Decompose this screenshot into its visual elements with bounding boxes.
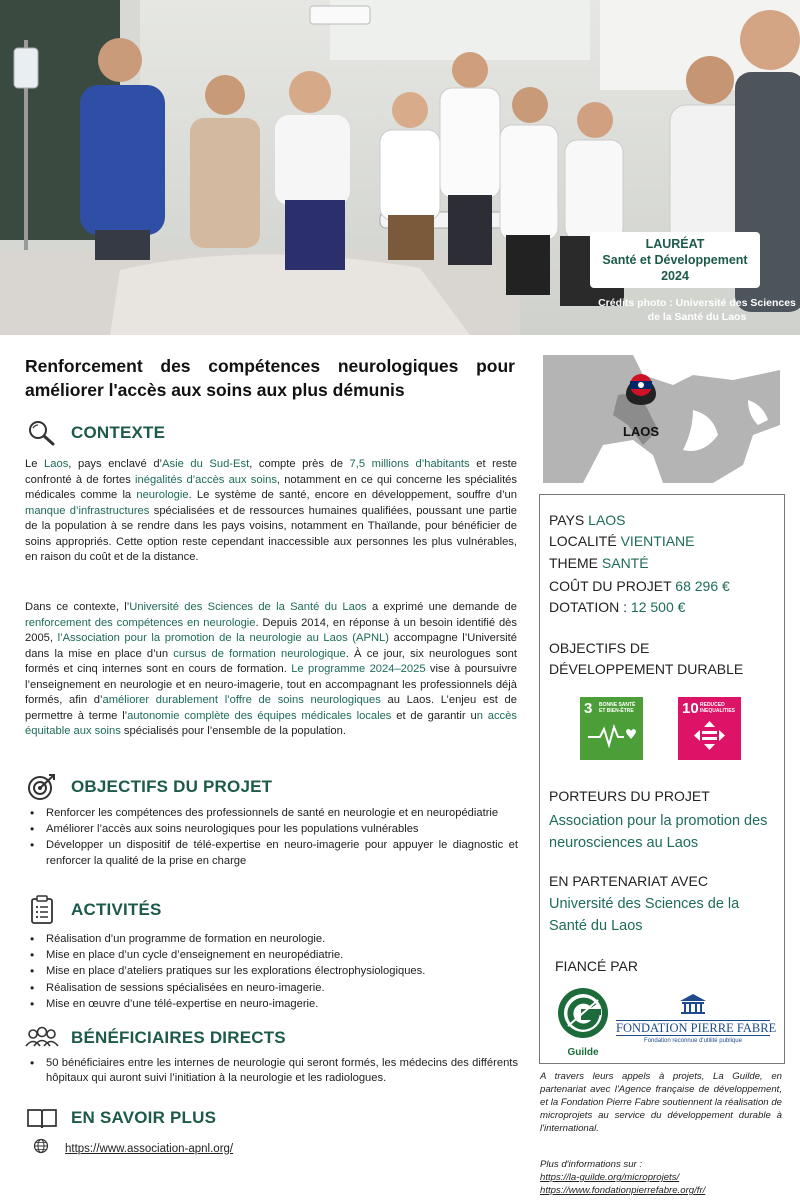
odd-heading: OBJECTIFS DE DÉVELOPPEMENT DURABLE bbox=[549, 640, 744, 677]
laureat-line2: Santé et Développement bbox=[602, 253, 748, 267]
list-item: • Mise en place d’un cycle d’enseignement en neuropédiatrie. bbox=[30, 948, 518, 963]
photo-credits: Crédits photo : Université des Sciences de la Santé du Laos bbox=[598, 297, 796, 323]
list-item: • Mise en place d’ateliers pratiques sur les explorations électrophysiologiques. bbox=[30, 964, 518, 979]
website-link[interactable]: https://www.association-apnl.org/ bbox=[65, 1142, 234, 1155]
info-cout: COÛT DU PROJET 68 296 € bbox=[549, 578, 730, 594]
activites-list bbox=[30, 932, 518, 1013]
footnote-links bbox=[540, 1158, 782, 1197]
activites-heading: ACTIVITÉS bbox=[71, 900, 162, 919]
fondation-pierre-fabre-logo bbox=[616, 993, 777, 1044]
info-localite: LOCALITÉ VIENTIANE bbox=[549, 533, 695, 549]
fpf-link[interactable]: https://www.fondationpierrefabre.org/fr/ bbox=[540, 1185, 706, 1196]
laureat-line1: LAURÉAT bbox=[645, 237, 705, 251]
info-theme: THEME SANTÉ bbox=[549, 555, 649, 571]
contexte-heading: CONTEXTE bbox=[71, 423, 166, 442]
laureat-line3: 2024 bbox=[661, 269, 689, 283]
porteurs-heading: PORTEURS DU PROJET bbox=[549, 788, 710, 804]
sdg-10-badge: 10 REDUCED INEQUALITIES bbox=[678, 697, 741, 760]
people-icon bbox=[25, 1023, 59, 1053]
objectifs-header bbox=[25, 772, 272, 802]
guilde-name: Guilde bbox=[567, 1047, 599, 1058]
contexte-paragraph-1: Le Laos, pays enclavé d’Asie du Sud-Est, compte près de 7,5 millions d’habitants et reste confronté à de fortes inégalités d’accès aux soins, notamment en ce qui concerne les spécialités médicales comme la neurologie. Le système de santé, encore en développement, souffre d’un manque d’infrastructures spécialisées et de ressources humaines qualifiées, poussant une partie de la population à se rendre dans les pays voisins, notamment en Thaïlande, pour bénéficier de soins appropriés. Cette option reste cependant inaccessible aux personnes les plus vulnérables, en raison du coût et de la distance. bbox=[25, 458, 517, 563]
book-icon bbox=[25, 1103, 59, 1133]
partenariat-heading: EN PARTENARIAT AVEC bbox=[549, 873, 708, 889]
footnote-more: Plus d'informations sur : bbox=[540, 1159, 643, 1170]
list-item: • Réalisation de sessions spécialisées en neuro-imagerie. bbox=[30, 981, 518, 996]
equality-icon bbox=[678, 697, 741, 760]
globe-icon bbox=[33, 1138, 49, 1159]
page-title: Renforcement des compétences neurologiques pour améliorer l'accès aux soins aux plus démunis bbox=[25, 356, 515, 400]
beneficiaires-heading: BÉNÉFICIAIRES DIRECTS bbox=[71, 1028, 286, 1047]
beneficiaires-list bbox=[30, 1056, 518, 1087]
savoir-header bbox=[25, 1103, 216, 1133]
list-item: • Réalisation d’un programme de formation en neurologie. bbox=[30, 932, 518, 947]
heartbeat-icon bbox=[580, 697, 643, 760]
map-label: LAOS bbox=[622, 424, 660, 439]
fpf-subtitle: Fondation reconnue d'utilité publique bbox=[644, 1038, 742, 1044]
laos-map bbox=[543, 355, 780, 483]
hero-photo bbox=[0, 0, 800, 335]
website-row bbox=[33, 1138, 233, 1159]
footnote-text: A travers leurs appels à projets, La Guilde, en partenariat avec l'Agence française de développement, et la Fondation Pierre Fabre soutiennent la réalisation de microprojets au service du développement durable à l'international. bbox=[540, 1071, 782, 1134]
target-icon bbox=[25, 772, 59, 802]
savoir-heading: EN SAVOIR PLUS bbox=[71, 1108, 217, 1127]
magnifier-icon bbox=[25, 418, 59, 448]
porteurs-value: Association pour la promotion des neurosciences au Laos bbox=[549, 813, 768, 851]
partenariat-value: Université des Sciences de la Santé du Laos bbox=[549, 896, 740, 934]
guilde-logo bbox=[556, 986, 610, 1058]
contexte-header bbox=[25, 418, 165, 448]
list-item: • Améliorer l’accès aux soins neurologiques pour les populations vulnérables bbox=[30, 822, 518, 837]
objectifs-heading: OBJECTIFS DU PROJET bbox=[71, 777, 273, 796]
guilde-link[interactable]: https://la-guilde.org/microprojets/ bbox=[540, 1172, 680, 1183]
info-dotation: DOTATION : 12 500 € bbox=[549, 599, 686, 615]
activites-header bbox=[25, 895, 162, 925]
list-item: • Mise en œuvre d’une télé-expertise en neuro-imagerie. bbox=[30, 997, 518, 1012]
laureat-badge bbox=[590, 232, 760, 288]
list-item: • Développer un dispositif de télé-expertise en neuro-imagerie pour appuyer le diagnostic et renforcer la qualité de la prise en charge bbox=[30, 838, 518, 868]
building-icon bbox=[678, 993, 708, 1015]
finance-heading: FIANCÉ PAR bbox=[555, 958, 638, 974]
objectifs-list bbox=[30, 806, 518, 870]
info-pays: PAYS LAOS bbox=[549, 512, 626, 528]
list-item: • Renforcer les compétences des professionnels de santé en neurologie et en neuropédiatrie bbox=[30, 806, 518, 821]
fpf-name: FONDATION PIERRE FABRE bbox=[616, 1021, 777, 1035]
sdg-3-badge: 3 BONNE SANTÉ ET BIEN-ÊTRE bbox=[580, 697, 643, 760]
beneficiaires-header bbox=[25, 1023, 286, 1053]
clipboard-icon bbox=[25, 895, 59, 925]
list-item: • 50 bénéficiaires entre les internes de neurologie qui seront formés, les médecins des différents hôpitaux qui auront suivi l’initiation à la neurologie et les radiologues. bbox=[30, 1056, 518, 1086]
contexte-paragraph-2: Dans ce contexte, l’Université des Sciences de la Santé du Laos a exprimé une demande de renforcement des compétences en neurologie. Depuis 2014, en réponse à un besoin identifié dès 2005, l’Association pour la promotion de la neurologie au Laos (APNL) accompagne l’Université dans la mise en place d’un cursus de formation neurologique. À ce jour, six neurologues sont formés et cinq internes sont en cours de formation. Le programme 2024–2025 vise à poursuivre l’enseignement en neurologie et en neuro-imagerie, tout en accompagnant les professionnels déjà formés, afin d’améliorer durablement l’offre de soins neurologiques au Laos. L’enjeu est de permettre à terme l’autonomie complète des équipes médicales locales et de garantir un accès équitable aux soins spécialisés pour l’ensemble de la population. bbox=[25, 601, 518, 737]
